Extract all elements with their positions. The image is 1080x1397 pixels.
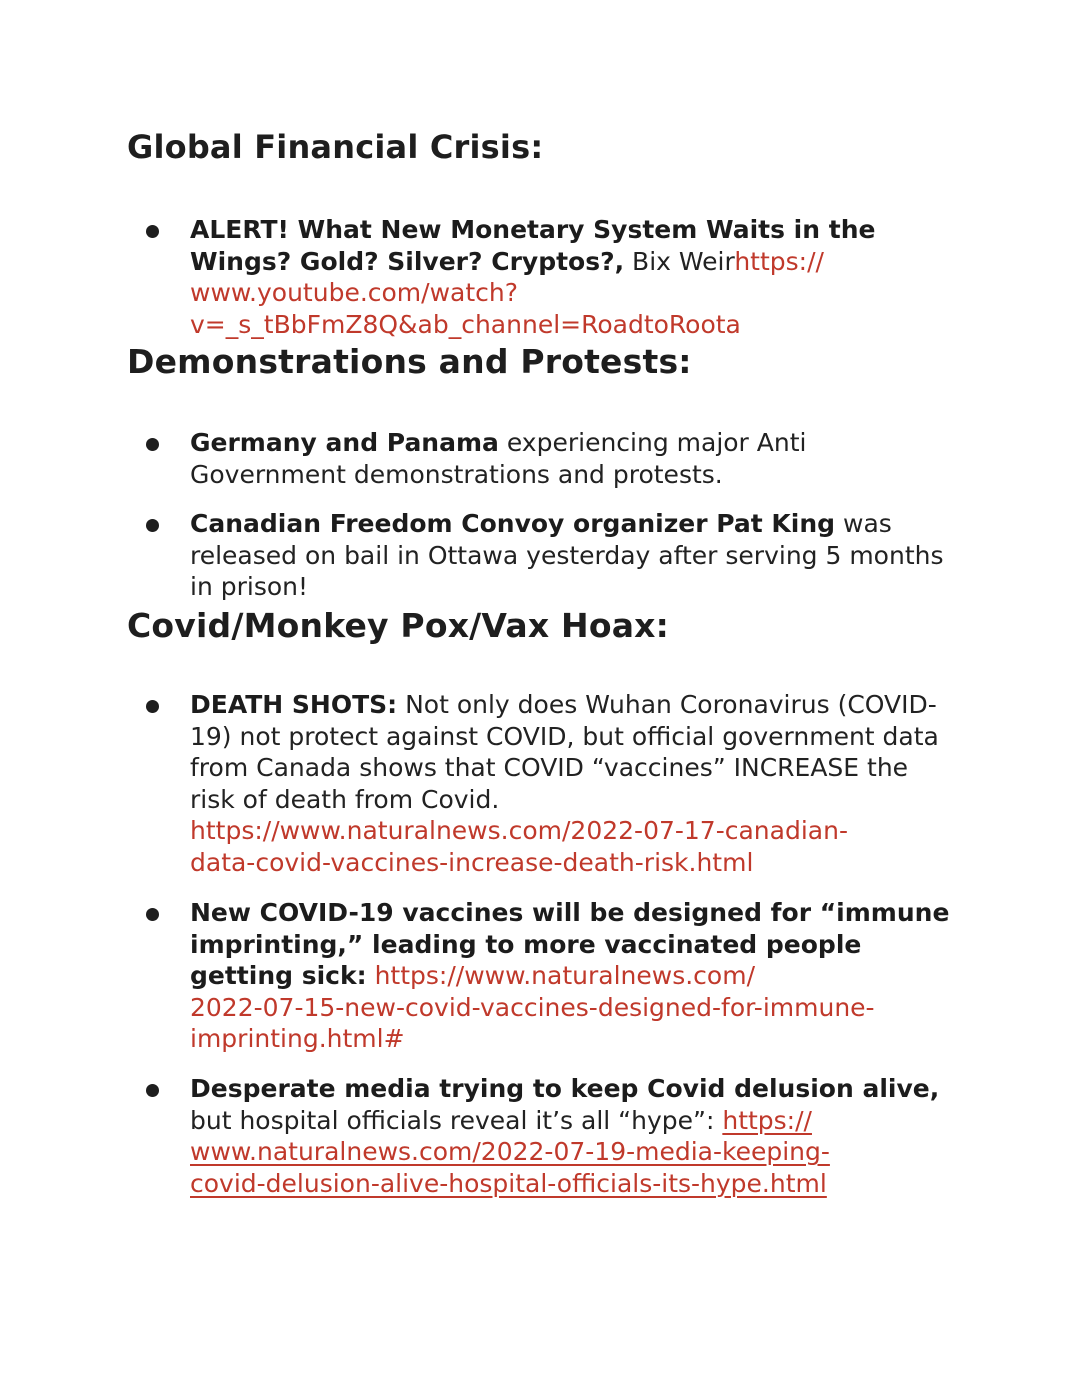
youtube-link[interactable]: https:// www.youtube.com/watch? v=_s_tBbFmZ8Q&ab_channel=RoadtoRoota: [190, 246, 824, 339]
item-headline: Desperate media trying to keep Covid delusion alive,: [190, 1074, 940, 1103]
item-headline: ALERT! What New Monetary System Waits in the Wings? Gold? Silver? Cryptos?,: [190, 215, 876, 276]
list-item: [190, 1073, 960, 1199]
bullet-icon: [146, 225, 159, 238]
bullet-icon: [146, 438, 159, 451]
naturalnews-immune-imprinting-link[interactable]: https://www.naturalnews.com/ 2022-07-15-new-covid-vaccines-designed-for-immune- imprinting.html#: [190, 961, 875, 1053]
item-text: Bix Weir: [624, 246, 735, 276]
bullet-icon: [146, 700, 159, 713]
item-text: experiencing major Anti Government demonstrations and protests.: [190, 428, 807, 489]
item-headline: Germany and Panama: [190, 428, 499, 457]
item-headline: Canadian Freedom Convoy organizer Pat King: [190, 509, 836, 538]
bullet-icon: [146, 908, 159, 921]
item-text: was released on bail in Ottawa yesterday after serving 5 months in prison!: [190, 509, 944, 601]
list-item: [190, 508, 960, 603]
list-item: [190, 214, 960, 340]
section-title-covid-monkey-pox-vax-hoax: Covid/Monkey Pox/Vax Hoax:: [127, 606, 670, 645]
item-headline: DEATH SHOTS:: [190, 690, 398, 719]
section-title-global-financial-crisis: Global Financial Crisis:: [127, 128, 544, 166]
item-text: [367, 961, 375, 990]
item-headline: New COVID-19 vaccines will be designed for “immune imprinting,” leading to more vaccinated people getting sick:: [190, 898, 950, 990]
item-text: Not only does Wuhan Coronavirus (COVID-19) not protect against COVID, but official government data from Canada shows that COVID “vaccines” INCREASE the risk of death from Covid.: [190, 690, 939, 814]
bullet-icon: [146, 519, 159, 532]
bullet-icon: [146, 1084, 159, 1097]
list-item: [190, 689, 960, 878]
naturalnews-media-hype-link[interactable]: https:// www.naturalnews.com/2022-07-19-media-keeping- covid-delusion-alive-hospital-officials-its-hype.html: [190, 1105, 830, 1198]
item-text: but hospital officials reveal it’s all “hype”:: [190, 1105, 723, 1135]
list-item: [190, 427, 960, 490]
section-title-demonstrations-and-protests: Demonstrations and Protests:: [127, 342, 692, 381]
list-item: [190, 897, 960, 1055]
naturalnews-death-risk-link[interactable]: https://www.naturalnews.com/2022-07-17-canadian- data-covid-vaccines-increase-death-risk.html: [190, 816, 848, 877]
